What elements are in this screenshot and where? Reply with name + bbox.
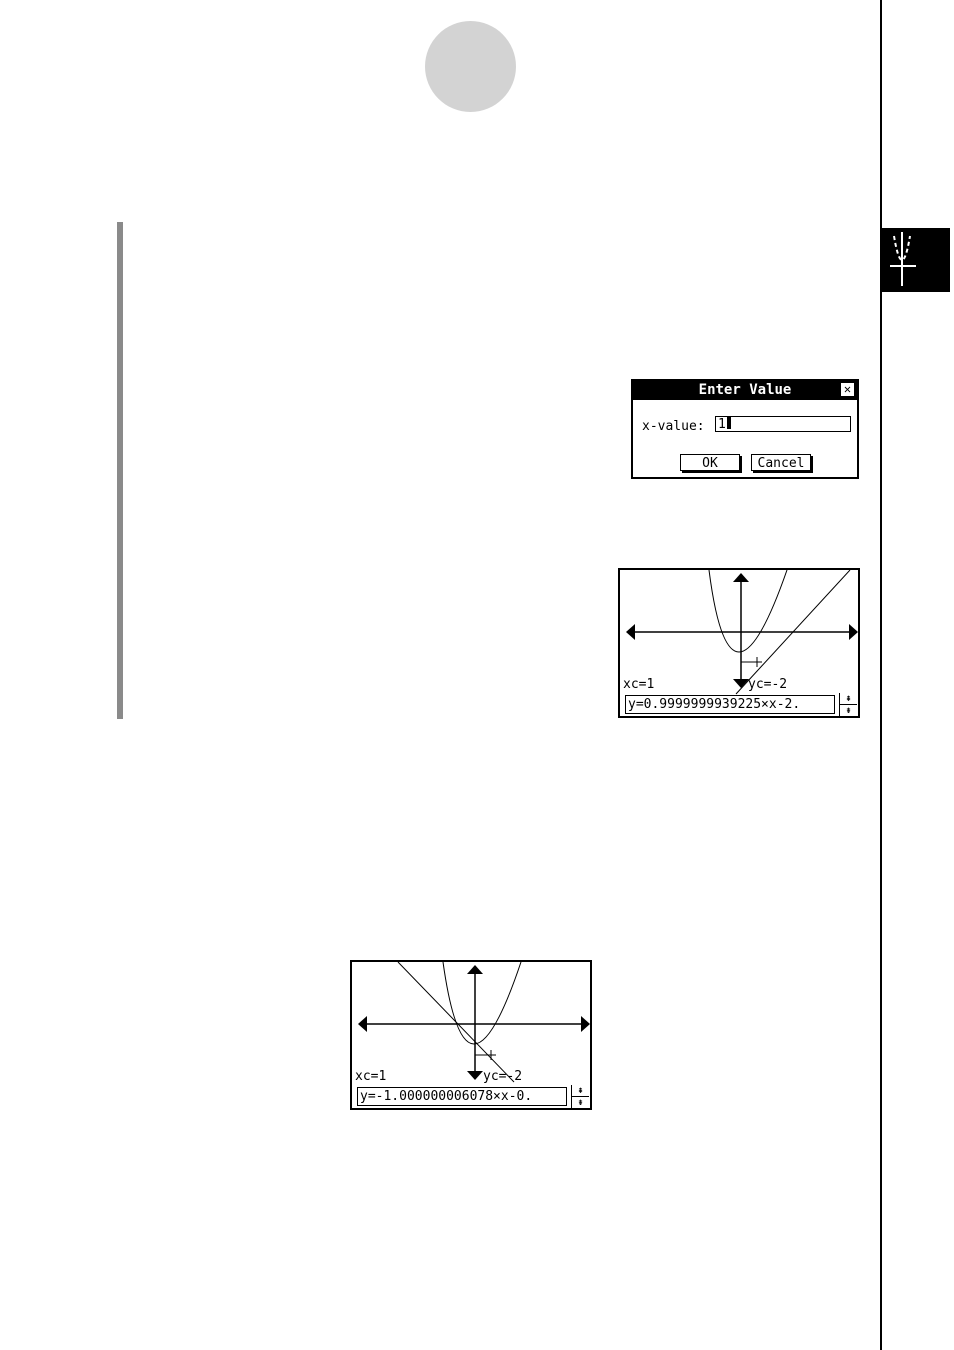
margin-rule — [880, 0, 882, 1350]
tangent-formula-field[interactable]: y=-1.000000006078×x-0. — [357, 1087, 567, 1106]
graph-screen-positive-tangent — [618, 568, 860, 718]
x-value-text: 1 — [718, 417, 726, 432]
xc-readout: xc=1 — [355, 1069, 387, 1084]
yc-readout: yc=-2 — [748, 677, 788, 692]
graph-function-icon — [882, 228, 950, 292]
graph-screen-negative-tangent — [350, 960, 592, 1110]
scroll-up-icon[interactable]: ⇞ — [577, 1085, 584, 1096]
text-cursor — [727, 417, 731, 429]
enter-value-dialog — [631, 379, 859, 479]
formula-scroll-buttons[interactable] — [839, 693, 857, 716]
chapter-tab — [882, 228, 950, 292]
step-bar — [117, 222, 123, 719]
x-value-input[interactable] — [715, 416, 851, 432]
xc-readout: xc=1 — [623, 677, 655, 692]
x-value-label: x-value: — [642, 419, 705, 434]
tangent-formula-field[interactable]: y=0.9999999939225×x-2. — [625, 695, 835, 714]
scroll-down-icon[interactable]: ⇟ — [572, 1096, 589, 1108]
dialog-title: Enter Value — [633, 381, 857, 400]
yc-readout: yc=-2 — [483, 1069, 523, 1084]
page-marker-circle — [425, 21, 516, 112]
formula-scroll-buttons[interactable] — [571, 1085, 589, 1108]
close-icon[interactable]: ✕ — [841, 383, 854, 396]
cancel-button[interactable]: Cancel — [751, 454, 811, 471]
scroll-up-icon[interactable]: ⇞ — [845, 693, 852, 704]
ok-button[interactable]: OK — [680, 454, 740, 471]
scroll-down-icon[interactable]: ⇟ — [840, 704, 857, 716]
